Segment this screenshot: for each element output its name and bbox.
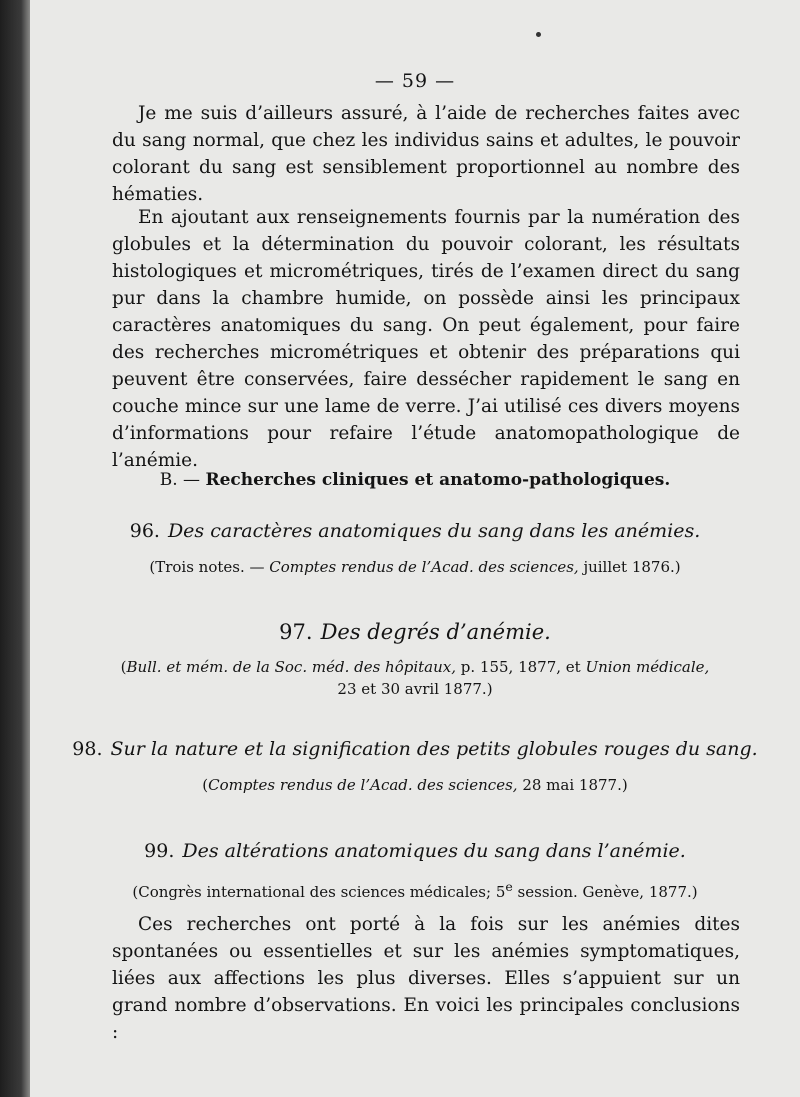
entry-number: 98. [72, 738, 103, 760]
paragraph-conclusions: Ces recherches ont porté à la fois sur les anémies dites spontanées ou essentielles et sur les anémies symptomatiques, liées aux affections les plus diverses. Elles s’appuient sur un grand nombre d’observations. En voici les principales conclusions : [112, 914, 740, 1043]
entry-96-reference [30, 556, 800, 578]
paragraph-methods: En ajoutant aux renseignements fournis par la numération des globules et la détermination du pouvoir colorant, les résultats histologiques et micrométriques, tirés de l’examen direct du sang pur dans la chambre humide, on possède ainsi les principaux caractères anatomiques du sang. On peut également, pour faire des recherches micrométriques et obtenir des préparations qui peuvent être conservées, faire dessécher rapidement le sang en couche mince sur une lame de verre. J’ai utilisé ces divers moyens d’informations pour refaire l’étude anatomopathologique de l’anémie. [112, 207, 740, 471]
page-number: — 59 — [374, 70, 456, 92]
entry-99-reference [30, 876, 800, 903]
section-letter: B. — [159, 470, 201, 490]
ref-prefix: (Congrès international des sciences médicales; 5 [132, 883, 506, 901]
ink-speck [536, 32, 541, 37]
ref-journal: Bull. et mém. de la Soc. méd. des hôpitaux, [126, 658, 456, 676]
entry-title-text: Sur la nature et la signification des petits globules rouges du sang. [110, 738, 758, 760]
ref-suffix: session. Genève, 1877.) [512, 883, 698, 901]
paragraph-hematies: Je me suis d’ailleurs assuré, à l’aide de recherches faites avec du sang normal, que chez les individus sains et adultes, le pouvoir colorant du sang est sensiblement proportionnel au nombre des hématies. [112, 103, 740, 205]
ref-suffix: 28 mai 1877.) [517, 776, 628, 794]
entry-number: 97. [279, 620, 313, 644]
ref-prefix: ( [202, 776, 209, 794]
entry-title-text: Des caractères anatomiques du sang dans les anémies. [167, 520, 701, 542]
entry-title-text: Des altérations anatomiques du sang dans l’anémie. [182, 840, 686, 862]
ref-journal: Comptes rendus de l’Acad. des sciences, [208, 776, 518, 794]
scan-edge-shadow [0, 0, 30, 1097]
ref-suffix: juillet 1876.) [578, 558, 681, 576]
section-title: Recherches cliniques et anatomo-pathologiques. [205, 470, 671, 490]
entry-number: 99. [144, 840, 175, 862]
ref-prefix: ( [120, 658, 127, 676]
entry-97-reference [30, 656, 800, 700]
ref-journal-2: Union médicale, [585, 658, 710, 676]
ref-journal: Comptes rendus de l’Acad. des sciences, [269, 558, 579, 576]
section-heading [30, 470, 800, 490]
entry-98-reference [30, 774, 800, 796]
book-page [30, 0, 800, 1097]
entry-99-title [30, 840, 800, 862]
ref-prefix: (Trois notes. — [149, 558, 270, 576]
entry-title-text: Des degrés d’anémie. [320, 620, 551, 644]
entry-98-title [30, 738, 800, 760]
entry-96-title [30, 520, 800, 542]
ref-superscript: e [505, 879, 513, 894]
entry-number: 96. [129, 520, 160, 542]
ref-middle: p. 155, 1877, et [456, 658, 586, 676]
entry-97-title [30, 620, 800, 644]
ref-suffix: 23 et 30 avril 1877.) [337, 680, 493, 698]
